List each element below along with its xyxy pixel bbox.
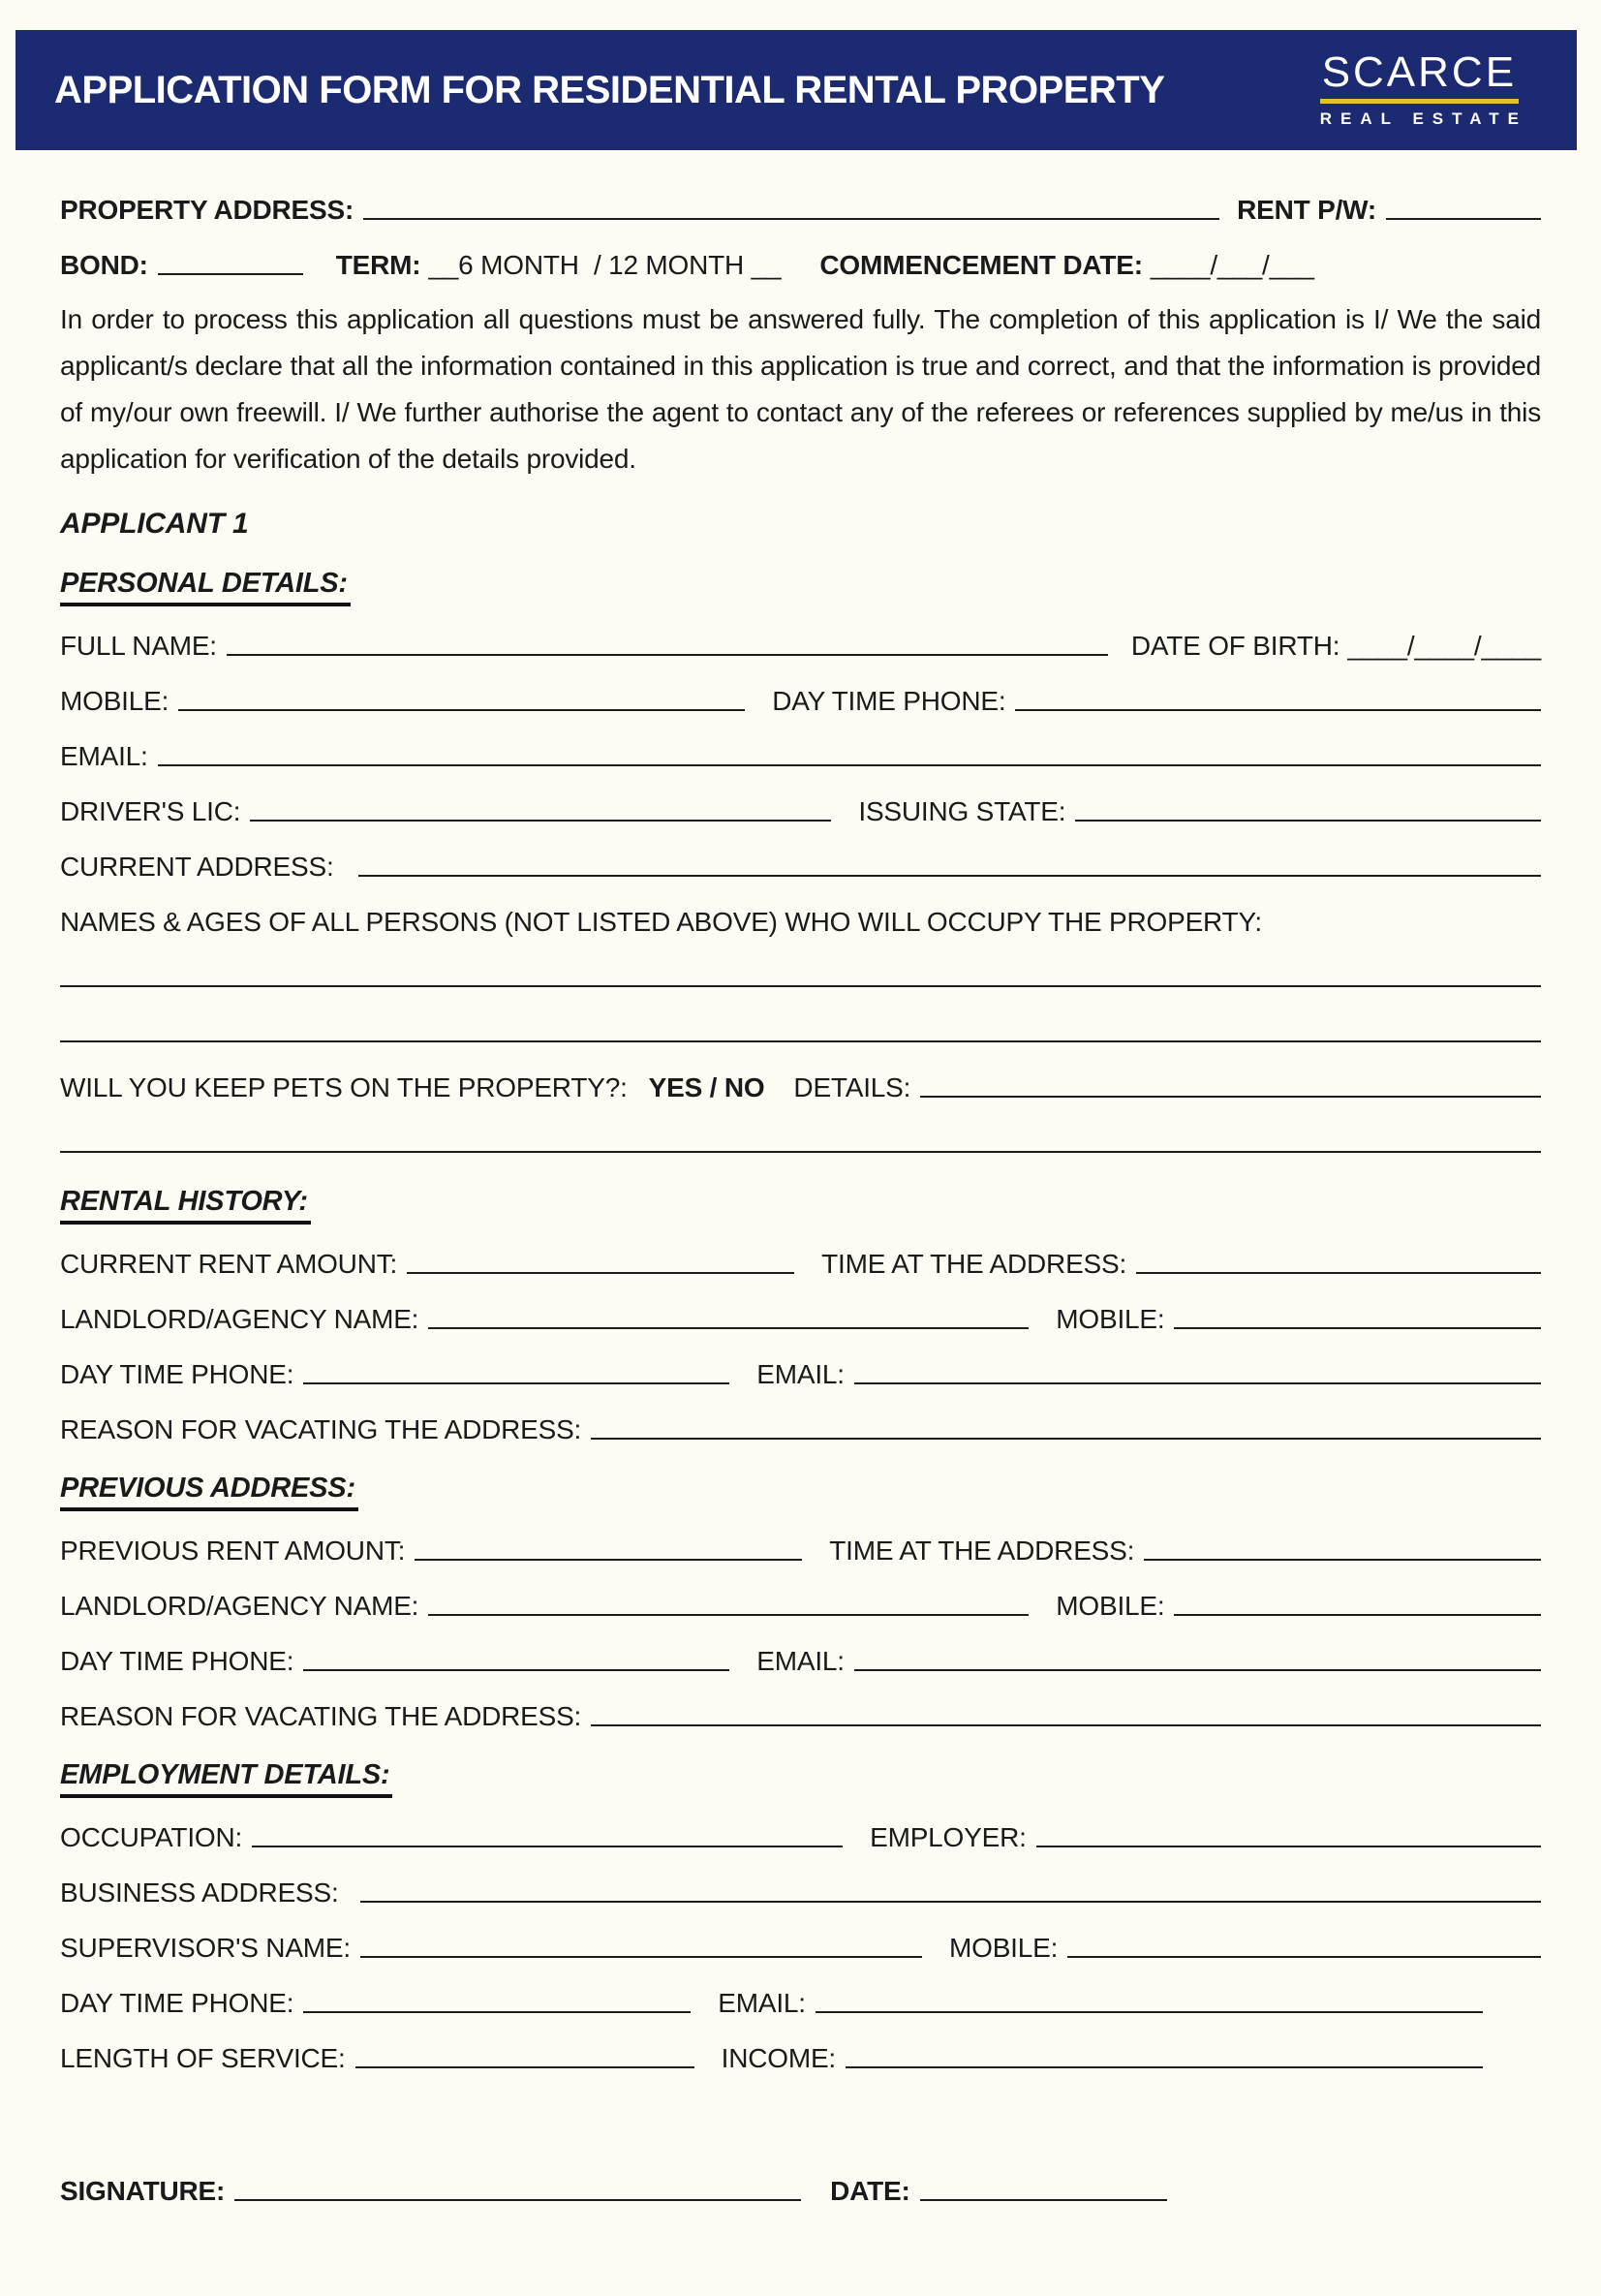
supervisor-mobile-fill-line (1067, 1956, 1541, 1958)
form-body (0, 181, 1601, 2207)
previous-address-heading-row (60, 1469, 1541, 1511)
business-address-label: BUSINESS ADDRESS: (60, 1877, 339, 1908)
pets-row (60, 1048, 1541, 1103)
occupants-fill-line-1 (60, 985, 1541, 987)
pets-details-fill-line (920, 1096, 1541, 1098)
current-address-row (60, 827, 1541, 883)
issuing-state-label: ISSUING STATE: (858, 796, 1066, 826)
previous-rent-row (60, 1511, 1541, 1567)
occupation-label: OCCUPATION: (60, 1822, 243, 1852)
supervisor-mobile-label: MOBILE: (948, 1933, 1059, 1963)
pets-details-label: DETAILS: (793, 1072, 911, 1102)
income-label: INCOME: (721, 2043, 837, 2073)
supervisor-row (60, 1908, 1541, 1964)
business-address-fill-line (360, 1901, 1541, 1903)
rent-pw-label: RENT P/W: (1237, 195, 1376, 225)
emp-email-label: EMAIL: (718, 1988, 806, 2018)
prev-vacating-reason-row (60, 1677, 1541, 1732)
pets-question-label: WILL YOU KEEP PETS ON THE PROPERTY?: (60, 1072, 628, 1102)
landlord-mobile-fill-line (1174, 1327, 1541, 1329)
bond-fill-line (158, 273, 303, 275)
commencement-date-blanks: ____/___/___ (1150, 250, 1314, 280)
brand-divider (1320, 99, 1519, 104)
property-address-fill-line (363, 218, 1219, 220)
prev-time-at-address-label: TIME AT THE ADDRESS: (829, 1536, 1135, 1566)
signature-fill-line (234, 2199, 801, 2201)
signature-row (60, 2152, 1541, 2207)
mobile-label: MOBILE: (60, 686, 169, 716)
previous-address-heading: PREVIOUS ADDRESS: (60, 1473, 358, 1511)
emp-phone-label: DAY TIME PHONE: (60, 1988, 294, 2018)
prev-landlord-row (60, 1567, 1541, 1622)
date-label: DATE: (830, 2176, 910, 2206)
previous-rent-label: PREVIOUS RENT AMOUNT: (60, 1536, 406, 1566)
issuing-state-fill-line (1075, 820, 1541, 822)
rent-pw-fill-line (1386, 218, 1541, 220)
occupation-fill-line (252, 1846, 843, 1847)
mobile-fill-line (178, 709, 745, 711)
occupants-question-row (60, 883, 1541, 938)
prev-landlord-label: LANDLORD/AGENCY NAME: (60, 1591, 419, 1621)
prev-email-label: EMAIL: (756, 1646, 845, 1676)
service-income-row (60, 2019, 1541, 2074)
personal-details-heading-row (60, 564, 1541, 606)
landlord-mobile-label: MOBILE: (1056, 1304, 1165, 1334)
prev-landlord-fill-line (428, 1614, 1029, 1616)
current-rent-fill-line (407, 1272, 794, 1274)
personal-details-heading: PERSONAL DETAILS: (60, 568, 351, 606)
employer-label: EMPLOYER: (870, 1822, 1027, 1852)
drivers-lic-label: DRIVER'S LIC: (60, 796, 241, 826)
pets-yes-no-text: YES / NO (648, 1072, 765, 1102)
previous-rent-fill-line (415, 1559, 802, 1561)
emp-email-fill-line (816, 2011, 1483, 2013)
prev-phone-fill-line (303, 1669, 729, 1671)
prev-phone-label: DAY TIME PHONE: (60, 1646, 294, 1676)
vacating-reason-label: REASON FOR VACATING THE ADDRESS: (60, 1414, 582, 1444)
landlord-row (60, 1280, 1541, 1335)
rental-phone-label: DAY TIME PHONE: (60, 1359, 294, 1389)
rental-phone-row (60, 1335, 1541, 1390)
applicant-1-heading: APPLICANT 1 (60, 508, 249, 540)
date-fill-line (920, 2199, 1167, 2201)
time-at-address-label: TIME AT THE ADDRESS: (821, 1249, 1127, 1279)
drivers-lic-fill-line (250, 820, 831, 822)
landlord-fill-line (428, 1327, 1029, 1329)
current-address-fill-line (358, 875, 1541, 877)
prev-mobile-fill-line (1174, 1614, 1541, 1616)
term-label: TERM: (335, 250, 421, 280)
income-fill-line (846, 2066, 1483, 2068)
vacating-reason-row (60, 1390, 1541, 1445)
vacating-reason-fill-line (591, 1438, 1541, 1440)
current-rent-label: CURRENT RENT AMOUNT: (60, 1249, 398, 1279)
full-name-fill-line (227, 654, 1108, 656)
length-of-service-label: LENGTH OF SERVICE: (60, 2043, 346, 2073)
mobile-row (60, 662, 1541, 717)
daytime-phone-fill-line (1015, 709, 1541, 711)
daytime-phone-label: DAY TIME PHONE: (772, 686, 1006, 716)
prev-phone-row (60, 1622, 1541, 1677)
email-fill-line (158, 764, 1541, 766)
rental-phone-fill-line (303, 1382, 729, 1384)
prev-vacating-reason-fill-line (591, 1724, 1541, 1726)
dob-blanks: ____/____/____ (1347, 631, 1541, 661)
occupation-row (60, 1798, 1541, 1853)
time-at-address-fill-line (1136, 1272, 1541, 1274)
prev-vacating-reason-label: REASON FOR VACATING THE ADDRESS: (60, 1701, 582, 1731)
dob-label: DATE OF BIRTH: (1130, 631, 1340, 661)
rental-history-heading: RENTAL HISTORY: (60, 1186, 311, 1225)
form-title: APPLICATION FORM FOR RESIDENTIAL RENTAL PROPERTY (54, 68, 1165, 111)
employment-details-heading-row (60, 1755, 1541, 1798)
bond-label: BOND: (60, 250, 148, 280)
supervisor-fill-line (360, 1956, 922, 1958)
current-address-label: CURRENT ADDRESS: (60, 852, 334, 882)
supervisor-label: SUPERVISOR'S NAME: (60, 1933, 351, 1963)
employment-details-heading: EMPLOYMENT DETAILS: (60, 1759, 392, 1798)
term-options-text: __6 MONTH / 12 MONTH __ (428, 250, 782, 280)
brand-logo (1319, 48, 1527, 129)
occupants-answer-row-2 (60, 993, 1541, 1048)
emp-phone-row (60, 1964, 1541, 2019)
property-address-label: PROPERTY ADDRESS: (60, 195, 354, 225)
rental-email-fill-line (854, 1382, 1541, 1384)
bond-term-row (60, 226, 1541, 281)
length-of-service-fill-line (355, 2066, 694, 2068)
pets-fill-line (60, 1151, 1541, 1153)
drivers-lic-row (60, 772, 1541, 827)
full-name-row (60, 606, 1541, 662)
business-address-row (60, 1853, 1541, 1908)
commencement-date-label: COMMENCEMENT DATE: (819, 250, 1143, 280)
brand-name: SCARCE (1321, 48, 1518, 96)
current-rent-row (60, 1225, 1541, 1280)
emp-phone-fill-line (303, 2011, 691, 2013)
pets-answer-row (60, 1103, 1541, 1159)
prev-time-at-address-fill-line (1144, 1559, 1541, 1561)
full-name-label: FULL NAME: (60, 631, 217, 661)
occupants-fill-line-2 (60, 1040, 1541, 1042)
employer-fill-line (1036, 1846, 1541, 1847)
landlord-label: LANDLORD/AGENCY NAME: (60, 1304, 419, 1334)
prev-mobile-label: MOBILE: (1056, 1591, 1165, 1621)
rental-history-heading-row (60, 1182, 1541, 1225)
email-label: EMAIL: (60, 741, 148, 771)
occupants-question-label: NAMES & AGES OF ALL PERSONS (NOT LISTED ABOVE) WHO WILL OCCUPY THE PROPERTY: (60, 907, 1262, 937)
prev-email-fill-line (854, 1669, 1541, 1671)
occupants-answer-row-1 (60, 938, 1541, 993)
email-row (60, 717, 1541, 772)
brand-tagline: REAL ESTATE (1319, 109, 1527, 128)
intro-paragraph: In order to process this application all questions must be answered fully. The completion of this application is I/ We the said applicant/s declare that all the information contained in this application is true and correct, and that the information is provided of my/our own freewill. I/ We further authorise the agent to contact any of the referees or references supplied by me/us in this application for verification of the details provided. (60, 304, 1541, 474)
signature-label: SIGNATURE: (60, 2176, 226, 2206)
property-address-row (60, 181, 1541, 226)
document-page (0, 30, 1601, 2207)
header-banner (15, 30, 1577, 150)
rental-email-label: EMAIL: (756, 1359, 845, 1389)
